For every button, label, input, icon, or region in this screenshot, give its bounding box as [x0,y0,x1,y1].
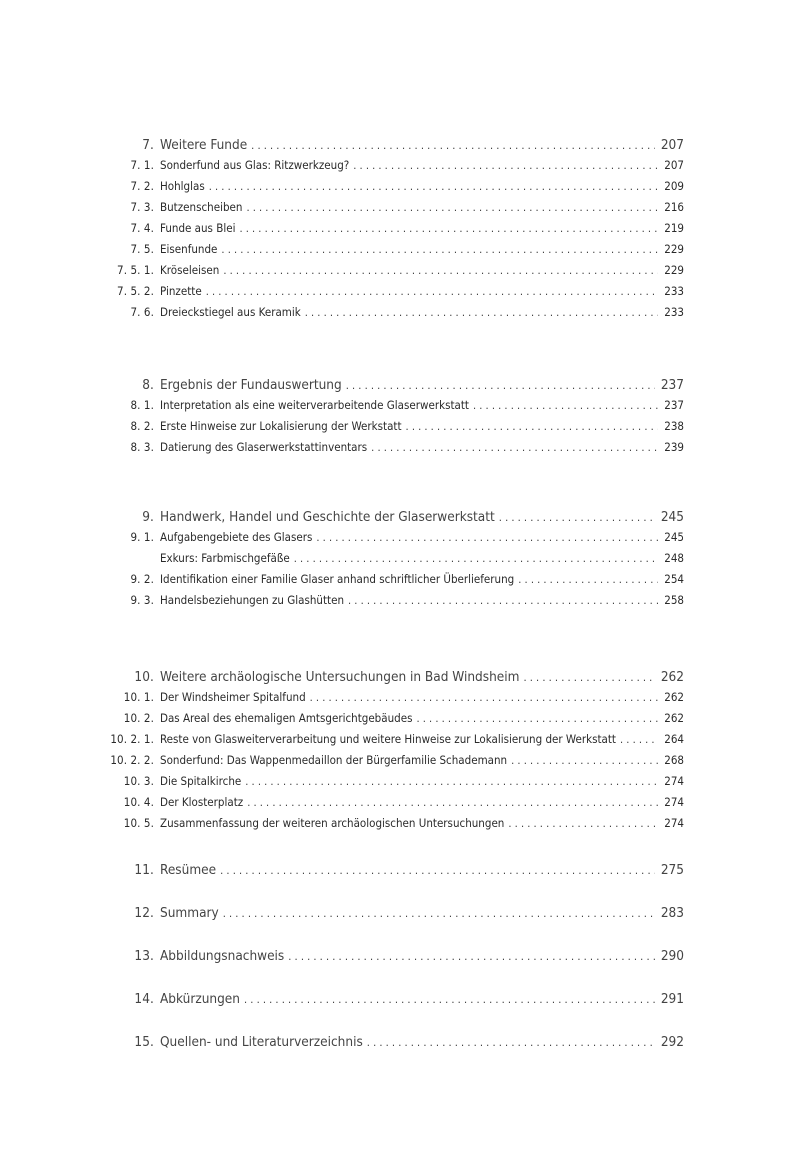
dot-leader [209,180,658,193]
entry-line [160,530,684,544]
dot-leader [288,950,655,963]
entry-page-number: 274 [664,816,684,830]
entry-number: 7. 3. [130,200,154,214]
dot-leader [511,754,658,767]
dot-leader [346,379,655,392]
dot-leader [473,399,658,412]
entry-page-number: 291 [660,991,684,1007]
entry-number: 9. 3. [130,593,154,607]
entry-number: 7. 2. [130,179,154,193]
entry-number: 8. 3. [130,440,154,454]
entry-line [160,551,684,565]
entry-line [160,398,684,412]
entry-page-number: 283 [660,905,684,921]
dot-leader [246,201,658,214]
entry-number: 8. [142,377,154,393]
dot-leader [406,420,658,433]
entry-title: Handwerk, Handel und Geschichte der Glaserwerkstatt [160,509,495,525]
entry-line [160,862,684,878]
entry-title: Ergebnis der Fundauswertung [160,377,342,393]
entry-title: Handelsbeziehungen zu Glashütten [160,593,344,607]
entry-title: Sonderfund aus Glas: Ritzwerkzeug? [160,158,350,172]
toc-section-entry[interactable] [0,284,800,304]
toc-section-entry[interactable] [0,221,800,241]
entry-number: 10. [134,669,154,685]
entry-line [160,816,684,830]
dot-leader [305,306,658,319]
dot-leader [251,139,655,152]
entry-number: 8. 2. [130,419,154,433]
entry-page-number: 274 [664,774,684,788]
entry-title: Reste von Glasweiterverarbeitung und weitere Hinweise zur Lokalisierung der Werkstatt [160,732,616,746]
toc-chapter-entry[interactable] [0,669,800,689]
entry-page-number: 262 [664,711,684,725]
entry-title: Weitere Funde [160,137,248,153]
entry-page-number: 233 [664,305,684,319]
entry-page-number: 290 [660,948,684,964]
toc-section-entry[interactable] [0,305,800,325]
entry-line [160,1034,684,1050]
toc-section-entry[interactable] [0,732,800,752]
entry-title: Pinzette [160,284,202,298]
entry-line [160,753,684,767]
entry-line [160,305,684,319]
toc-section-entry[interactable] [0,242,800,262]
entry-title: Dreieckstiegel aus Keramik [160,305,301,319]
dot-leader [508,817,658,830]
dot-leader [523,671,654,684]
entry-number: 9. [142,509,154,525]
toc-section-entry[interactable] [0,440,800,460]
dot-leader [348,594,658,607]
entry-title: Weitere archäologische Untersuchungen in Bad Windsheim [160,669,520,685]
entry-title: Butzenscheiben [160,200,243,214]
entry-line [160,419,684,433]
entry-page-number: 237 [664,398,684,412]
entry-line [160,593,684,607]
entry-page-number: 248 [664,551,684,565]
entry-line [160,284,684,298]
entry-page-number: 262 [660,669,684,685]
entry-page-number: 216 [664,200,684,214]
entry-number: 10. 3. [123,774,154,788]
entry-page-number: 238 [664,419,684,433]
toc-section-entry[interactable] [0,263,800,283]
entry-number: 10. 4. [123,795,154,809]
entry-page-number: 229 [664,242,684,256]
entry-title: Der Windsheimer Spitalfund [160,690,306,704]
toc-chapter-entry[interactable] [0,1034,800,1054]
entry-line [160,377,684,393]
dot-leader [206,285,658,298]
dot-leader [371,441,658,454]
entry-page-number: 209 [664,179,684,193]
entry-line [160,795,684,809]
dot-leader [245,775,658,788]
entry-page-number: 233 [664,284,684,298]
entry-line [160,158,684,172]
entry-number: 10. 1. [123,690,154,704]
entry-title: Abbildungsnachweis [160,948,285,964]
toc-section-entry[interactable] [0,179,800,199]
dot-leader [499,511,655,524]
entry-line [160,509,684,525]
toc-section-entry[interactable] [0,690,800,710]
entry-title: Datierung des Glaserwerkstattinventars [160,440,368,454]
entry-page-number: 207 [660,137,684,153]
entry-title: Hohlglas [160,179,205,193]
entry-line [160,690,684,704]
entry-page-number: 207 [664,158,684,172]
entry-title: Sonderfund: Das Wappenmedaillon der Bürgerfamilie Schademann [160,753,508,767]
entry-title: Summary [160,905,219,921]
entry-number: 7. 5. 1. [117,263,154,277]
entry-title: Resümee [160,862,217,878]
entry-title: Eisenfunde [160,242,218,256]
toc-section-entry[interactable] [0,398,800,418]
entry-number: 7. 6. [130,305,154,319]
entry-page-number: 268 [664,753,684,767]
entry-line [160,137,684,153]
toc-section-entry[interactable] [0,816,800,836]
entry-title: Aufgabengebiete des Glasers [160,530,313,544]
entry-number: 15. [134,1034,154,1050]
entry-title: Quellen- und Literaturverzeichnis [160,1034,363,1050]
toc-section-entry[interactable] [0,551,800,571]
entry-line [160,732,684,746]
toc-section-entry[interactable] [0,158,800,178]
toc-section-entry[interactable] [0,593,800,613]
entry-number: 10. 5. [123,816,154,830]
entry-line [160,200,684,214]
dot-leader [247,796,658,809]
toc-section-entry[interactable] [0,419,800,439]
entry-title: Das Areal des ehemaligen Amtsgerichtgebäudes [160,711,413,725]
entry-line [160,221,684,235]
entry-line [160,242,684,256]
toc-chapter-entry[interactable] [0,862,800,882]
entry-page-number: 237 [660,377,684,393]
entry-title: Interpretation als eine weiterverarbeitende Glaserwerkstatt [160,398,469,412]
entry-number: 7. [142,137,154,153]
entry-line [160,572,684,586]
entry-title: Kröseleisen [160,263,220,277]
entry-line [160,991,684,1007]
entry-number: 9. 2. [130,572,154,586]
entry-line [160,263,684,277]
entry-page-number: 262 [664,690,684,704]
dot-leader [620,733,658,746]
entry-page-number: 219 [664,221,684,235]
dot-leader [353,159,658,172]
toc-section-entry[interactable] [0,530,800,550]
entry-title: Abkürzungen [160,991,240,1007]
toc-section-entry[interactable] [0,753,800,773]
toc-chapter-entry[interactable] [0,905,800,925]
entry-number: 8. 1. [130,398,154,412]
toc-section-entry[interactable] [0,774,800,794]
entry-number: 11. [134,862,154,878]
entry-number: 10. 2. 1. [110,732,154,746]
toc-chapter-entry[interactable] [0,377,800,397]
entry-number: 7. 5. [130,242,154,256]
entry-line [160,905,684,921]
entry-page-number: 264 [664,732,684,746]
dot-leader [223,907,655,920]
entry-number: 7. 5. 2. [117,284,154,298]
toc-chapter-entry[interactable] [0,509,800,529]
entry-page-number: 258 [664,593,684,607]
dot-leader [223,264,658,277]
entry-number: 9. 1. [130,530,154,544]
entry-title: Der Klosterplatz [160,795,244,809]
entry-number: 7. 4. [130,221,154,235]
entry-title: Die Spitalkirche [160,774,242,788]
entry-number: 10. 2. 2. [110,753,154,767]
entry-page-number: 229 [664,263,684,277]
dot-leader [310,691,658,704]
entry-page-number: 275 [660,862,684,878]
toc-section-entry[interactable] [0,572,800,592]
toc-section-entry[interactable] [0,795,800,815]
dot-leader [316,531,658,544]
entry-title: Funde aus Blei [160,221,236,235]
dot-leader [518,573,658,586]
entry-number: 7. 1. [130,158,154,172]
entry-number: 13. [134,948,154,964]
entry-line [160,179,684,193]
entry-title: Erste Hinweise zur Lokalisierung der Werkstatt [160,419,402,433]
dot-leader [244,993,655,1006]
toc-section-entry[interactable] [0,711,800,731]
entry-line [160,948,684,964]
entry-line [160,669,684,685]
entry-page-number: 254 [664,572,684,586]
entry-line [160,774,684,788]
entry-page-number: 245 [664,530,684,544]
toc-chapter-entry[interactable] [0,991,800,1011]
entry-number: 12. [134,905,154,921]
toc-chapter-entry[interactable] [0,948,800,968]
entry-page-number: 245 [660,509,684,525]
entry-title: Zusammenfassung der weiteren archäologischen Untersuchungen [160,816,505,830]
entry-title: Exkurs: Farbmischgefäße [160,551,290,565]
entry-page-number: 292 [660,1034,684,1050]
entry-page-number: 274 [664,795,684,809]
entry-number: 14. [134,991,154,1007]
dot-leader [367,1036,655,1049]
dot-leader [294,552,658,565]
entry-number: 10. 2. [123,711,154,725]
dot-leader [220,864,655,877]
toc-chapter-entry[interactable] [0,137,800,157]
toc-section-entry[interactable] [0,200,800,220]
entry-line [160,711,684,725]
entry-page-number: 239 [664,440,684,454]
dot-leader [416,712,658,725]
entry-title: Identifikation einer Familie Glaser anhand schriftlicher Überlieferung [160,572,515,586]
entry-line [160,440,684,454]
dot-leader [221,243,658,256]
dot-leader [239,222,658,235]
